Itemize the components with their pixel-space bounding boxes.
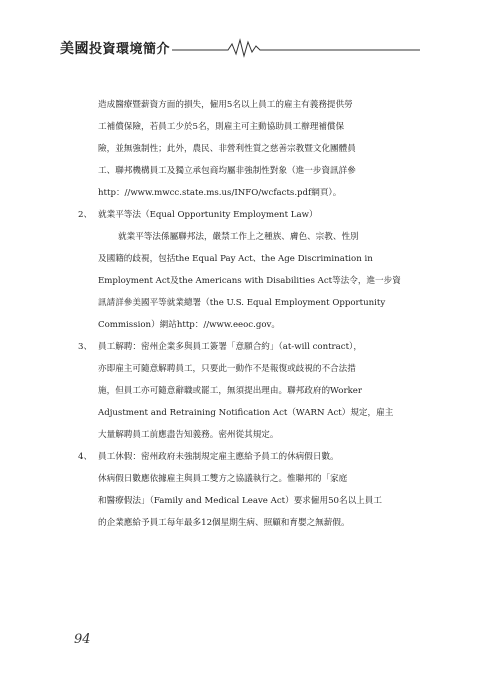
header-title-prefix: 美國	[60, 41, 89, 57]
header-heartbeat-line	[60, 36, 420, 58]
intro-paragraph	[98, 94, 412, 204]
item-heading	[78, 446, 412, 468]
list-item-4	[78, 446, 412, 534]
list-item-3	[78, 336, 412, 446]
item-heading-text: 員工解聘：密州企業多與員工簽署「意願合約」（at-will contract），	[98, 342, 362, 352]
text-line: 工、聯邦機構員工及獨立承包商均屬非強制性對象（進一步資訊詳參	[98, 166, 356, 176]
list-item-2	[78, 204, 412, 336]
text-line: 工補償保險，若員工少於5名，則雇主可主動協助員工辦理補償保	[98, 122, 345, 132]
text-line: 就業平等法係屬聯邦法，嚴禁工作上之種族、膚色、宗教、性別	[118, 232, 359, 242]
item-heading	[78, 336, 412, 358]
text-line: 亦即雇主可隨意解聘員工，只要此一動作不是報復或歧視的不合法措	[98, 364, 356, 374]
text-line: Commission）網站http：//www.eeoc.gov。	[98, 320, 280, 330]
item-number: 4、	[78, 452, 93, 462]
text-line: 大量解聘員工前應盡告知義務。密州從其規定。	[98, 430, 279, 440]
text-line: 休病假日數應依據雇主與員工雙方之協議執行之。惟聯邦的「家庭	[98, 474, 348, 484]
item-heading	[78, 204, 412, 226]
text-line: 施，但員工亦可隨意辭職或罷工，無須提出理由。聯邦政府的Worker	[98, 386, 362, 396]
item-heading-text: 員工休假：密州政府未強制規定雇主應給予員工的休病假日數。	[98, 452, 339, 462]
text-line: 及國籍的歧視，包括the Equal Pay Act、the Age Discrimination in	[98, 254, 373, 264]
text-line: Adjustment and Retraining Notification Act（WARN Act）規定，雇主	[98, 408, 394, 418]
page-number: 94	[74, 632, 91, 647]
item-heading-text: 就業平等法（Equal Opportunity Employment Law）	[98, 210, 318, 220]
text-line: 險，並無強制性；此外，農民、非營利性質之慈善宗教暨文化團體員	[98, 144, 356, 154]
item-number: 2、	[78, 210, 93, 220]
text-line: 訊請詳參美國平等就業總署（the U.S. Equal Employment Opportunity	[98, 298, 386, 308]
running-header	[60, 36, 420, 58]
text-line: 造成醫療暨薪資方面的損失，僱用5名以上員工的雇主有義務提供勞	[98, 100, 353, 110]
text-line: 的企業應給予員工每年最多12個星期生病、照顧和育嬰之無薪假。	[98, 518, 350, 528]
header-title-rest: 投資環境簡介	[89, 42, 171, 57]
text-line: 和醫療假法」（Family and Medical Leave Act）要求僱用50名以上員工	[98, 496, 382, 506]
text-line: http：//www.mwcc.state.ms.us/INFO/wcfacts.pdf網頁）。	[98, 188, 342, 198]
body-content	[78, 94, 412, 534]
item-number: 3、	[78, 342, 93, 352]
text-line: Employment Act及the Americans with Disabilities Act等法令，進一步資	[98, 276, 401, 286]
